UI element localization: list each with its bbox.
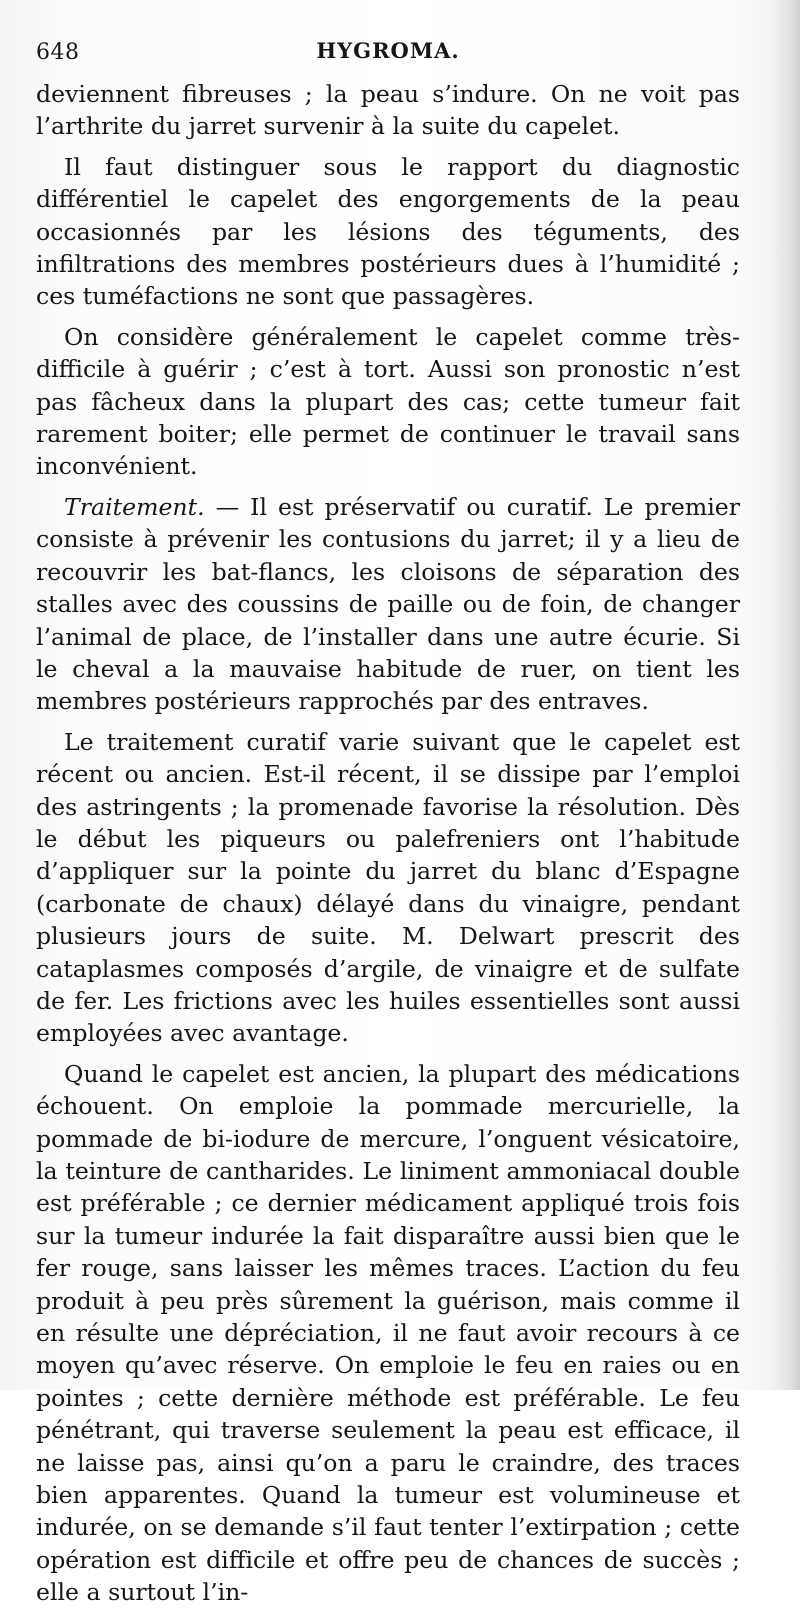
paragraph-text: Il faut distinguer sous le rapport du diagnostic différentiel le capelet des engorgements de la peau occasionnés par les lésions des téguments, des infiltrations des membres postérieurs dues à l’humidité ; ces tuméfactions ne sont que passagères. bbox=[36, 152, 740, 311]
paragraph-diagnostic bbox=[36, 151, 740, 313]
paragraph-traitement bbox=[36, 491, 740, 718]
paragraph-capelet-ancien bbox=[36, 1058, 740, 1609]
paragraph-text: deviennent fibreuses ; la peau s’indure. On ne voit pas l’arthrite du jarret survenir à la suite du capelet. bbox=[36, 80, 740, 141]
paragraph-text: — Il est préservatif ou curatif. Le premier consiste à prévenir les contusions du jarret; il y a lieu de recouvrir les bat-flancs, les cloisons de séparation des stalles avec des coussins de paille ou de foin, de changer l’animal de place, de l’installer dans une autre écurie. Si le cheval a la mauvaise habitude de ruer, on tient les membres postérieurs rapprochés par des entraves. bbox=[36, 492, 740, 716]
paragraph-text: On considère généralement le capelet comme très-difficile à guérir ; c’est à tort. Aussi son pronostic n’est pas fâcheux dans la plupart des cas; cette tumeur fait rarement boiter; elle permet de continuer le travail sans inconvénient. bbox=[36, 322, 740, 481]
page-edge-shadow bbox=[772, 0, 800, 1390]
paragraph-text: Quand le capelet est ancien, la plupart des médications échouent. On emploie la pommade mercurielle, la pommade de bi-iodure de mercure, l’onguent vésicatoire, la teinture de cantharides. Le liniment ammoniacal double est préférable ; ce dernier médicament appliqué trois fois sur la tumeur indurée la fait disparaître aussi bien que le fer rouge, sans laisser les mêmes traces. L’action du feu produit à peu près sûrement la guérison, mais comme il en résulte une dépréciation, il ne faut avoir recours à ce moyen qu’avec réserve. On emploie le feu en raies ou en pointes ; cette dernière méthode est préférable. Le feu pénétrant, qui traverse seulement la peau est efficace, il ne laisse pas, ainsi qu’on a paru le craindre, des traces bien apparentes. Quand la tumeur est volumineuse et indurée, on se demande s’il faut tenter l’extirpation ; cette opération est difficile et offre peu de chances de succès ; elle a surtout l’in- bbox=[36, 1059, 740, 1607]
paragraph-traitement-curatif bbox=[36, 726, 740, 1050]
paragraph-text: Le traitement curatif varie suivant que le capelet est récent ou ancien. Est-il récent, il se dissipe par l’emploi des astringents ; la promenade favorise la résolution. Dès le début les piqueurs ou palefreniers ont l’habitude d’appliquer sur la pointe du jarret du blanc d’Espagne (carbonate de chaux) délayé dans du vinaigre, pendant plusieurs jours de suite. M. Delwart prescrit des cataplasmes composés d’argile, de vinaigre et de sulfate de fer. Les frictions avec les huiles essentielles sont aussi employées avec avantage. bbox=[36, 727, 740, 1048]
section-lead-traitement: Traitement. bbox=[64, 492, 205, 521]
body-text bbox=[36, 78, 740, 1609]
page-number: 648 bbox=[36, 40, 80, 65]
page-header bbox=[36, 34, 740, 70]
paragraph-pronostic bbox=[36, 321, 740, 483]
paragraph-continuation bbox=[36, 78, 740, 143]
running-title: HYGROMA. bbox=[316, 38, 460, 63]
